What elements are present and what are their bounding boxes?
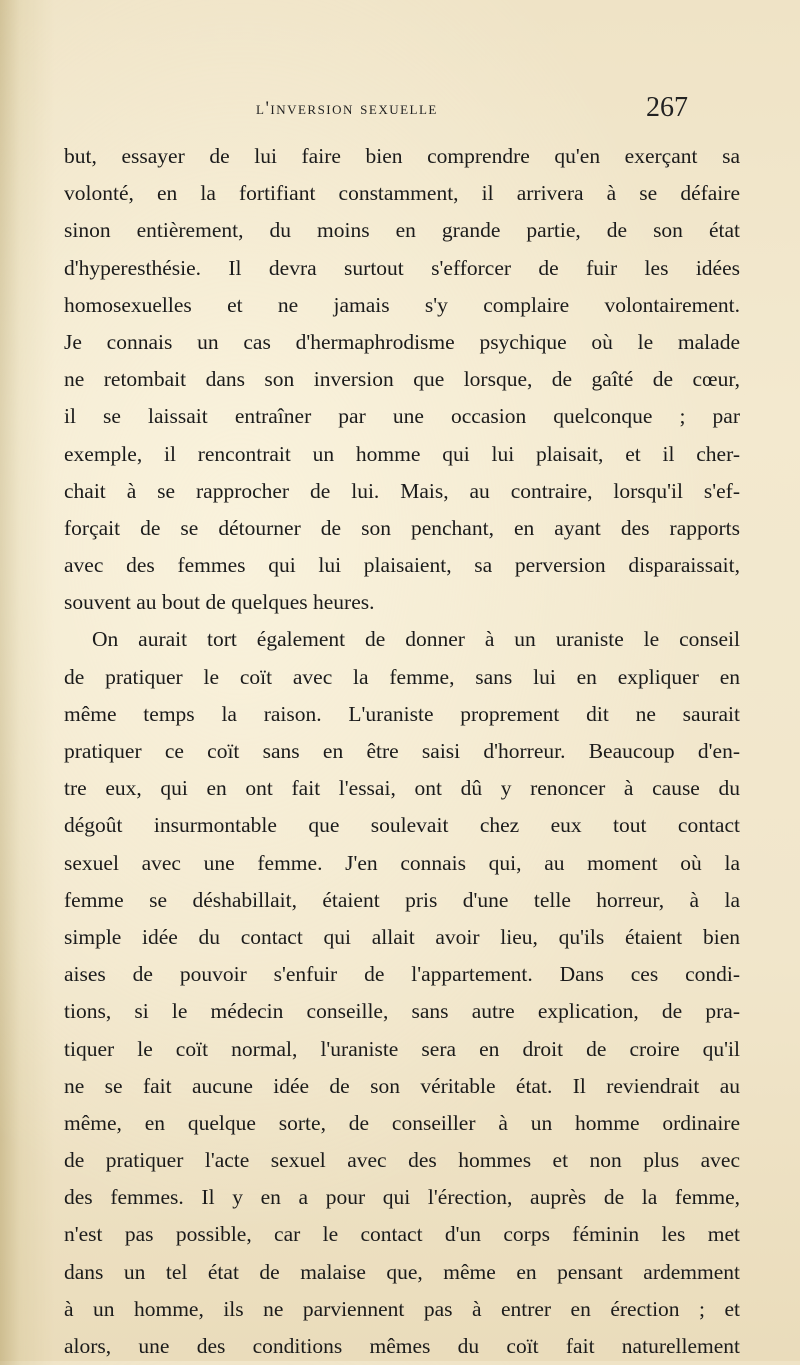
text-line: de pratiquer le coït avec la femme, sans lui en expliquer en (64, 664, 740, 689)
text-line: tre eux, qui en ont fait l'essai, ont dû y renoncer à cause du (64, 776, 740, 801)
page-number: 267 (646, 92, 688, 123)
text-line: de pratiquer l'acte sexuel avec des hommes et non plus avec (64, 1148, 740, 1173)
text-line: même temps la raison. L'uraniste proprement dit ne saurait (64, 701, 740, 726)
text-line: des femmes. Il y en a pour qui l'érection, auprès de la femme, (64, 1185, 740, 1210)
text-line: femme se déshabillait, étaient pris d'une telle horreur, à la (64, 887, 740, 912)
text-line: à un homme, ils ne parviennent pas à entrer en érection ; et (64, 1296, 740, 1321)
text-line: Je connais un cas d'hermaphrodisme psychique où le malade (64, 329, 740, 354)
text-line: ne se fait aucune idée de son véritable état. Il reviendrait au (64, 1073, 740, 1098)
text-line: homosexuelles et ne jamais s'y complaire volontairement. (64, 292, 740, 317)
text-line: volonté, en la fortifiant constamment, il arrivera à se défaire (64, 181, 740, 206)
text-line: pratiquer ce coït sans en être saisi d'horreur. Beaucoup d'en- (64, 739, 740, 763)
text-line: exemple, il rencontrait un homme qui lui plaisait, et il cher- (64, 441, 740, 466)
text-line: même, en quelque sorte, de conseiller à un homme ordinaire (64, 1110, 740, 1135)
paragraph-end-line: souvent au bout de quelques heures. (64, 590, 375, 615)
text-line: tiquer le coït normal, l'uraniste sera en droit de croire qu'il (64, 1036, 740, 1061)
text-line: aises de pouvoir s'enfuir de l'appartement. Dans ces condi- (64, 962, 740, 987)
text-line: simple idée du contact qui allait avoir lieu, qu'ils étaient bien (64, 924, 740, 949)
running-title: l'inversion sexuelle (256, 98, 438, 119)
text-line: tions, si le médecin conseille, sans autre explication, de pra- (64, 999, 740, 1024)
text-line: avec des femmes qui lui plaisaient, sa perversion disparaissait, (64, 553, 740, 578)
text-line: chait à se rapprocher de lui. Mais, au contraire, lorsqu'il s'ef- (64, 478, 740, 503)
text-line: il se laissait entraîner par une occasion quelconque ; par (64, 404, 740, 429)
text-line: dans un tel état de malaise que, même en pensant ardemment (64, 1259, 740, 1284)
text-line: d'hyperesthésie. Il devra surtout s'efforcer de fuir les idées (64, 255, 740, 280)
paragraph-start-line: On aurait tort également de donner à un uraniste le conseil (92, 627, 740, 652)
text-line: dégoût insurmontable que soulevait chez eux tout contact (64, 813, 740, 838)
text-line: alors, une des conditions mêmes du coït fait naturellement (64, 1334, 740, 1358)
text-line: sinon entièrement, du moins en grande partie, de son état (64, 218, 740, 243)
body-text (64, 138, 740, 1365)
text-line: but, essayer de lui faire bien comprendre qu'en exerçant sa (64, 144, 740, 168)
text-line: sexuel avec une femme. J'en connais qui, au moment où la (64, 850, 740, 875)
text-line: forçait de se détourner de son penchant, en ayant des rapports (64, 515, 740, 540)
running-head (256, 92, 736, 128)
text-line: n'est pas possible, car le contact d'un corps féminin les met (64, 1222, 740, 1247)
text-line: ne retombait dans son inversion que lorsque, de gaîté de cœur, (64, 367, 740, 392)
